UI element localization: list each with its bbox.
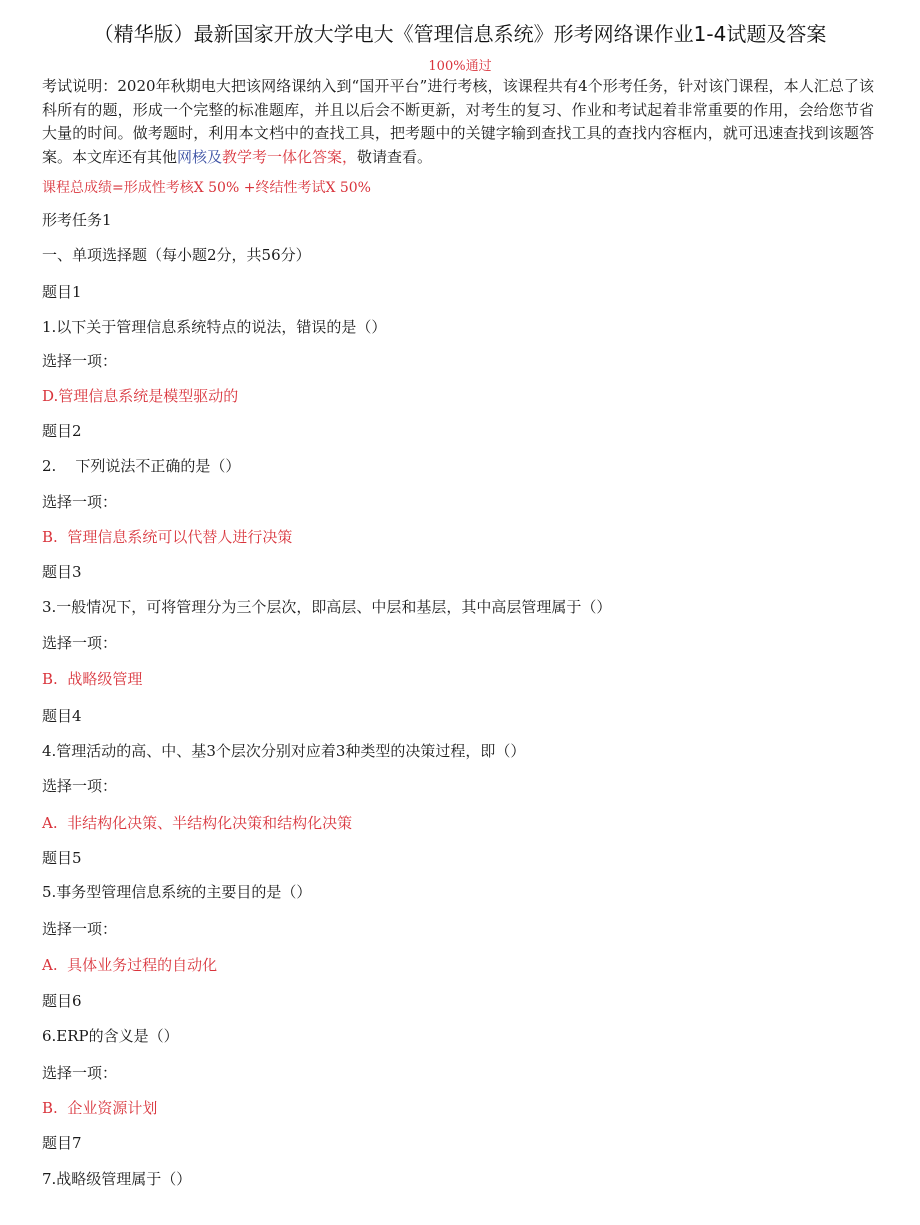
choose-label: 选择一项： [42, 352, 118, 370]
document-title: （精华版）最新国家开放大学电大《管理信息系统》形考网络课作业1-4试题及答案 [93, 22, 827, 46]
pass-rate-label: 100%通过 [428, 59, 492, 74]
score-formula: 课程总成绩=形成性考核X 50% +终结性考试X 50% [42, 180, 371, 196]
choose-label: 选择一项： [42, 777, 118, 795]
answer-text: A. 非结构化决策、半结构化决策和结构化决策 [42, 814, 353, 832]
choose-label: 选择一项： [42, 1064, 118, 1082]
question-text: 1.以下关于管理信息系统特点的说法，错误的是（） [42, 318, 387, 336]
question-number: 题目1 [42, 283, 82, 301]
question-number: 题目7 [42, 1134, 82, 1152]
answer-text: B. 管理信息系统可以代替人进行决策 [42, 528, 293, 546]
question-text: 4.管理活动的高、中、基3个层次分别对应着3种类型的决策过程，即（） [42, 742, 526, 760]
question-text: 2. 下列说法不正确的是（） [42, 457, 241, 475]
answer-text: B. 战略级管理 [42, 670, 143, 688]
instructions-closing: 敬请查看。 [357, 147, 433, 166]
instructions-text: 考试说明：2020年秋期电大把该网络课纳入到“国开平台”进行考核，该课程共有4个形考任务，针对该门课程，本人汇总了该科所有的题，形成一个完整的标准题库，并且以后会不断更新，对考生的复习、作业和考试起着非常重要的作用，会给您节省大量的时间。做考题时，利用本文档中的查找工具，把考题中的关键字输到查找工具的查找内容框内，就可迅速查找到该题答案。本文库还有其他 [42, 77, 874, 166]
question-number: 题目6 [42, 992, 82, 1010]
question-number: 题目5 [42, 849, 82, 867]
question-number: 题目4 [42, 707, 82, 725]
link-integrated-answers[interactable]: 教学考一体化答案， [222, 147, 358, 166]
section-heading: 一、单项选择题（每小题2分，共56分） [42, 246, 311, 264]
question-number: 题目2 [42, 422, 82, 440]
task-heading: 形考任务1 [42, 211, 112, 229]
question-text: 3.一般情况下，可将管理分为三个层次，即高层、中层和基层，其中高层管理属于（） [42, 598, 612, 616]
choose-label: 选择一项： [42, 634, 118, 652]
question-number: 题目3 [42, 563, 82, 581]
choose-label: 选择一项： [42, 920, 118, 938]
question-text: 6.ERP的含义是（） [42, 1027, 179, 1045]
answer-text: D.管理信息系统是模型驱动的 [42, 387, 239, 405]
answer-text: A. 具体业务过程的自动化 [42, 956, 218, 974]
question-text: 7.战略级管理属于（） [42, 1170, 192, 1188]
link-network-check[interactable]: 网核及 [177, 147, 223, 166]
answer-text: B. 企业资源计划 [42, 1099, 158, 1117]
choose-label: 选择一项： [42, 493, 118, 511]
question-text: 5.事务型管理信息系统的主要目的是（） [42, 883, 312, 901]
exam-instructions [42, 75, 874, 169]
